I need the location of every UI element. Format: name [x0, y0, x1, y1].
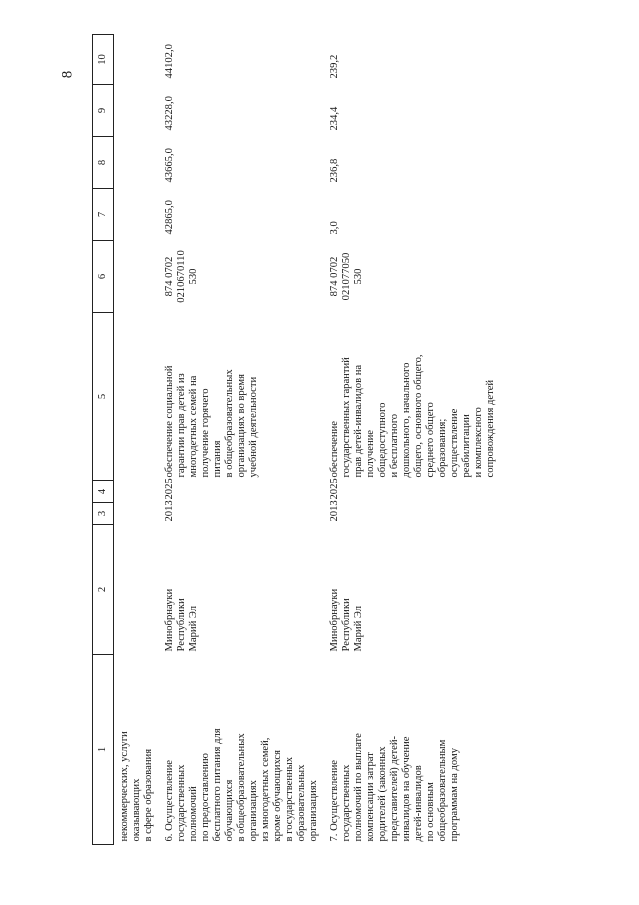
cell-line: 021077050 — [341, 252, 352, 301]
table-cell-col-2 — [324, 525, 501, 655]
header-col-8: 8 — [93, 137, 114, 189]
cell-line: 530 — [188, 268, 199, 285]
cell-line: некоммерческих, услуги — [119, 731, 130, 842]
table-cell-col-2 — [159, 525, 324, 655]
table-cell-col-8: 43665,0 — [164, 148, 175, 183]
cell-line: 530 — [353, 268, 364, 285]
cell-line: государственных гарантий — [341, 357, 352, 478]
table-cell-col-6 — [324, 241, 501, 313]
header-col-3: 3 — [93, 503, 114, 525]
header-col-5: 5 — [93, 313, 114, 481]
cell-line: организациях во время — [236, 374, 247, 478]
cell-line: общеобразовательным — [437, 739, 448, 842]
header-col-9: 9 — [93, 85, 114, 137]
cell-line: в государственных — [284, 756, 295, 842]
cell-line: государственных — [176, 764, 187, 842]
cell-line: организациях — [308, 780, 319, 842]
header-col-1: 1 — [93, 655, 114, 845]
cell-line: полномочий — [188, 786, 199, 842]
cell-line: в общеобразовательных — [236, 733, 247, 842]
page-number: 8 — [59, 70, 76, 79]
cell-line: дошкольного, начального — [401, 362, 412, 478]
cell-line: кроме обучающихся — [272, 749, 283, 842]
cell-line: Республики — [341, 598, 352, 652]
table-cell-col-10: 239,2 — [329, 54, 340, 79]
cell-line: программам на дому — [449, 747, 460, 842]
cell-line: полномочий по выплате — [353, 733, 364, 842]
cell-line: общего, основного общего, — [413, 354, 424, 478]
cell-line: и комплексного — [473, 407, 484, 478]
rotated-table-container — [92, 35, 600, 845]
cell-line: прав детей-инвалидов на — [353, 364, 364, 478]
table-cell-col-3: 2013 — [329, 500, 340, 522]
cell-line: детей-инвалидов — [413, 765, 424, 842]
cell-line: организациях — [248, 780, 259, 842]
cell-line: гарантии прав детей из — [176, 373, 187, 478]
cell-line: по основным — [425, 782, 436, 842]
table-cell-col-9: 234,4 — [329, 106, 340, 131]
table-cell-col-8: 236,8 — [329, 158, 340, 183]
table-cell-col-6 — [114, 241, 160, 313]
cell-line: образовательных — [296, 764, 307, 842]
table-cell-col-1 — [114, 655, 160, 845]
table-cell-col-4: 2025 — [329, 478, 340, 500]
program-table — [92, 34, 501, 845]
cell-line: государственных — [341, 764, 352, 842]
cell-line: 874 0702 — [164, 256, 175, 297]
table-cell-col-4: 2025 — [164, 478, 175, 500]
cell-line: из многодетных семей, — [260, 737, 271, 842]
cell-line: бесплатного питания для — [212, 728, 223, 842]
cell-line: по предоставлению — [200, 753, 211, 842]
cell-line: Марий Эл — [188, 605, 199, 652]
cell-line: образования; — [437, 418, 448, 478]
cell-line: реабилитации — [461, 414, 472, 478]
cell-line: и бесплатного — [389, 413, 400, 478]
cell-line: в сфере образования — [143, 748, 154, 842]
cell-line: инвалидов на обучение — [401, 736, 412, 842]
table-cell-col-9: 43228,0 — [164, 96, 175, 131]
table-cell-col-7: 3,0 — [329, 221, 340, 235]
cell-line: получение — [365, 430, 376, 478]
header-col-4: 4 — [93, 481, 114, 503]
cell-line: в общеобразовательных — [224, 369, 235, 478]
table-cell-col-7 — [114, 189, 160, 241]
table-cell-col-7: 42865,0 — [164, 200, 175, 235]
cell-line: среднего общего — [425, 402, 436, 478]
cell-line: Марий Эл — [353, 605, 364, 652]
cell-line: Минобрнауки — [329, 588, 340, 652]
cell-line: обеспечение социальной — [164, 365, 175, 478]
cell-line: осуществление — [449, 408, 460, 478]
cell-line: Республики — [176, 598, 187, 652]
table-cell-col-9 — [114, 85, 160, 137]
cell-line: сопровождения детей — [485, 379, 496, 478]
header-col-6: 6 — [93, 241, 114, 313]
cell-line: родителей (законных — [377, 746, 388, 842]
table-cell-col-3 — [114, 503, 160, 525]
table-cell-col-2 — [114, 525, 160, 655]
table-cell-col-6 — [159, 241, 324, 313]
cell-line: обучающихся — [224, 779, 235, 842]
cell-line: общедоступного — [377, 402, 388, 478]
table-cell-col-4 — [114, 481, 160, 503]
header-col-2: 2 — [93, 525, 114, 655]
cell-line: питания — [212, 440, 223, 478]
cell-line: компенсации затрат — [365, 752, 376, 842]
table-row — [114, 35, 160, 845]
table-cell-col-8 — [114, 137, 160, 189]
cell-line: 6. Осуществление — [164, 760, 175, 842]
cell-line: представителей) детей- — [389, 735, 400, 842]
table-cell-col-5 — [324, 313, 501, 481]
table-cell-col-5 — [114, 313, 160, 481]
cell-line: учебной деятельности — [248, 376, 259, 478]
cell-line: получение горячего — [200, 388, 211, 478]
table-row — [324, 35, 501, 845]
cell-line: 874 0702 — [329, 256, 340, 297]
header-col-10: 10 — [93, 35, 114, 85]
table-row — [159, 35, 324, 845]
table-cell-col-3: 2013 — [164, 500, 175, 522]
cell-line: 0210670110 — [176, 250, 187, 303]
table-cell-col-1 — [324, 655, 501, 845]
cell-line: Минобрнауки — [164, 588, 175, 652]
table-cell-col-5 — [159, 313, 324, 481]
cell-line: оказывающих — [131, 778, 142, 842]
header-col-7: 7 — [93, 189, 114, 241]
cell-line: обеспечение — [329, 421, 340, 478]
table-cell-col-1 — [159, 655, 324, 845]
table-cell-col-10 — [114, 35, 160, 85]
header-row — [93, 35, 114, 845]
cell-line: многодетных семей на — [188, 375, 199, 478]
table-cell-col-10: 44102,0 — [164, 44, 175, 79]
cell-line: 7. Осуществление — [329, 760, 340, 842]
